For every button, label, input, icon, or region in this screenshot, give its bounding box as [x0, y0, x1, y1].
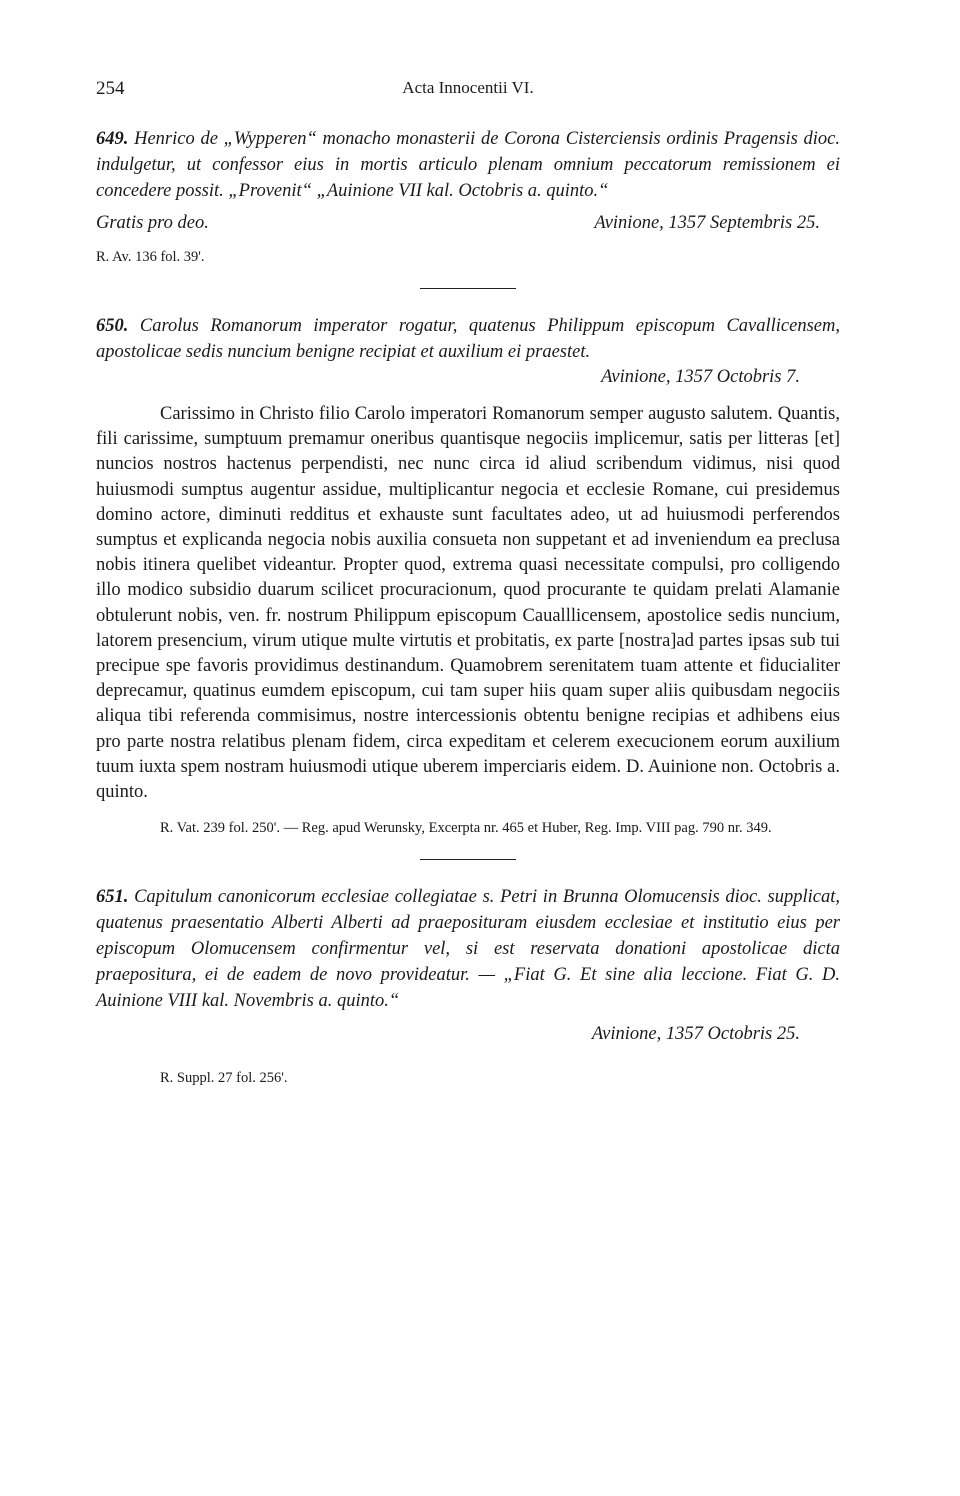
entry-650-letter-text: Carissimo in Christo filio Carolo imperatori Romanorum semper augusto salutem. Quantis, fili carissime, sumptuum premamur oneribus quantisque negociis implicemur, satis per litteras [et] nuncios nostros hactenus perpendisti, nec nunc circa id aliud scribendum vidimus, nisi quod huiusmodi sumptus augentur assidue, multiplicantur negocia et ecclesie Romane, cui presidemus domino actore, diminuti redditus et exhauste sunt facultates adeo, ut ad huiusmodi perferendos sumptus et explicanda negocia nobis auxilia consueta non suppetant et ad inveniendum ea preclusa nobis itinera quelibet videantur. Propter quod, extrema quasi necessitate compulsi, pro colligendo illo modico subsidio duarum scilicet procuracionum, quod procurante te quidam prelati Alamanie obtulerunt nobis, ven. fr. nostrum Philippum episcopum Caualllicensem, apostolice sedis nuncium, latorem presencium, virum utique multe virtutis et probitatis, ex parte [nostra]ad partes ipsas sub tui precipue spe favoris providimus destinandum. Quamobrem serenitatem tuam attente et fiducialiter deprecamur, quatinus eumdem episcopum, cui tam super hiis quam super aliis quibusdam negociis aliqua tibi referenda commisimus, nostre intercessionis obtentu benigne recipias et adhibens eius pro parte nostra relatibus plenam fidem, circa expeditam et celerem execucionem eorum auxilium tuum iuxta spem nostram huiusmodi utique uberem imperciaris eidem. D. Auinione non. Octobris a. quinto. — [96, 404, 840, 803]
entry-651-date: Avinione, 1357 Octobris 25. — [591, 1024, 800, 1045]
running-title: Acta Innocentii VI. — [402, 78, 534, 97]
entry-649-source: R. Av. 136 fol. 39'. — [96, 249, 205, 265]
entry-649-tax: Gratis pro deo. — [96, 213, 209, 233]
entry-650-source: R. Vat. 239 fol. 250'. — Reg. apud Werunsky, Excerpta nr. 465 et Huber, Reg. Imp. VIII pag. 790 nr. 349. — [160, 820, 772, 837]
running-header — [96, 72, 840, 112]
entry-649-number: 649. — [96, 129, 129, 149]
entry-650-date: Avinione, 1357 Octobris 7. — [601, 367, 800, 387]
entry-651 — [96, 884, 840, 1089]
entry-649-footer — [96, 210, 840, 236]
entry-651-text: Capitulum canonicorum ecclesiae collegiatae s. Petri in Brunna Olomucensis dioc. supplicat, quatenus praesentatio Alberti Alberti ad praeposituram eiusdem ecclesiae et institutio eius per episcopum Olomucensem confirmentur vel, si est reservata donationi apostolicae dicta praepositura, ei de eadem de novo provideatur. — „Fiat G. Et sine alia leccione. Fiat G. D. Auinione VIII kal. Novembris a. quinto.“ — [96, 887, 840, 1012]
entry-649-text: Henrico de „Wypperen“ monacho monasterii de Corona Cisterciensis ordinis Pragensis dioc. indulgetur, ut confessor eius in mortis articulo plenam omnium peccatorum remissionem ei concedere possit. „Provenit“ „Auinione VII kal. Octobris a. quinto.“ — [96, 129, 841, 201]
page-number: 254 — [96, 78, 125, 99]
entry-649-regest — [96, 126, 840, 204]
page — [96, 72, 840, 1089]
entry-650 — [96, 313, 840, 839]
entry-650-number: 650. — [96, 316, 129, 336]
entry-649-date: Avinione, 1357 Septembris 25. — [594, 213, 820, 233]
entry-651-number: 651. — [96, 887, 129, 908]
entry-650-body — [96, 402, 840, 805]
separator-rule — [420, 288, 516, 289]
entry-651-source: R. Suppl. 27 fol. 256'. — [160, 1070, 288, 1087]
separator-rule — [420, 859, 516, 860]
entry-651-regest — [96, 884, 840, 1014]
entry-650-regest — [96, 313, 840, 365]
entry-649 — [96, 126, 840, 268]
entry-650-text: Carolus Romanorum imperator rogatur, quatenus Philippum episcopum Cavallicensem, apostolicae sedis nuncium benigne recipiat et auxilium ei praestet. — [96, 316, 840, 362]
